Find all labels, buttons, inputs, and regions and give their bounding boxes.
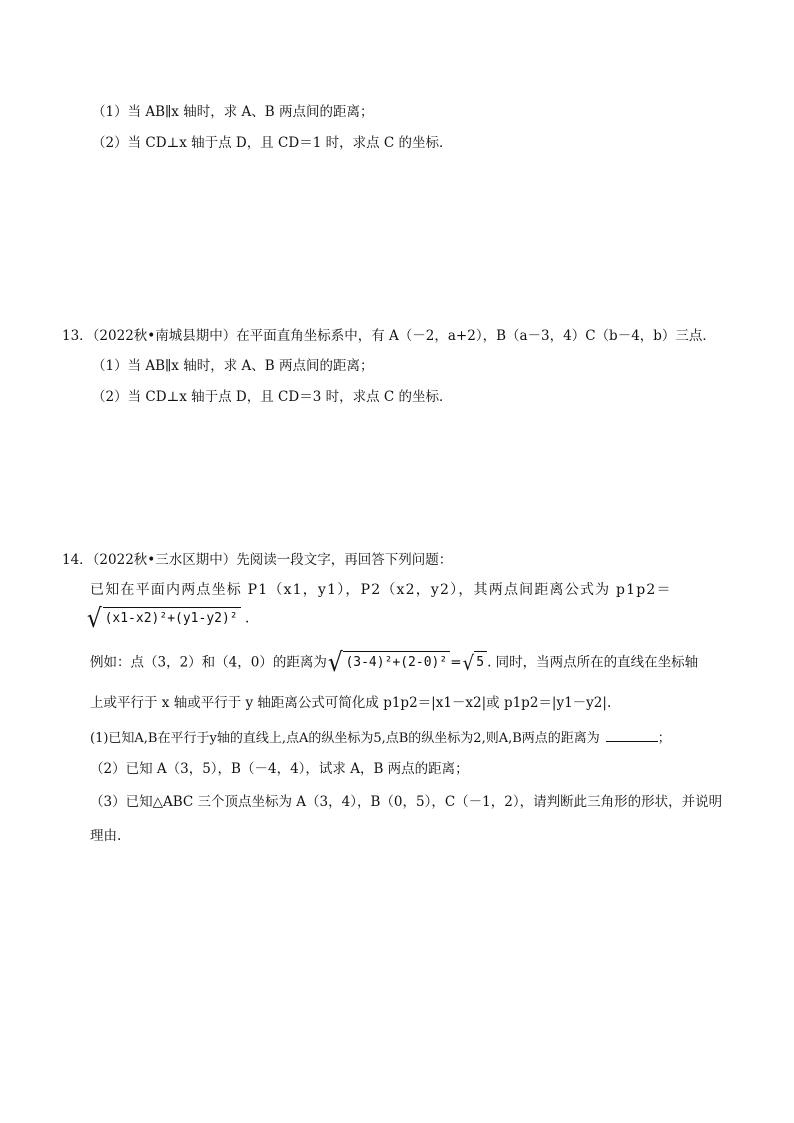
example-radicand: (3-4)²+(2-0)² <box>343 651 450 675</box>
answer-blank[interactable] <box>606 729 658 742</box>
q14-part3a: （3）已知△ABC 三个顶点坐标为 A（3，4），B（0，5），C（－1，2），请判断此三角形的形状，并说明 <box>90 794 723 810</box>
distance-formula-radicand: (x1-x2)²+(y1-y2)² <box>103 607 241 631</box>
example-post: . 同时，当两点所在的直线在坐标轴 <box>487 654 699 671</box>
radical-sign-icon: √ <box>86 604 102 634</box>
q14-example-line <box>90 648 699 678</box>
q14-formula-line <box>86 604 250 634</box>
sqrt-distance-formula <box>86 604 241 634</box>
q14-part3b: 理由. <box>90 828 122 844</box>
q13-stem: 13．（2022秋•南城县期中）在平面直角坐标系中，有 A（－2，a+2），B（a－3，4）C（b－4，b）三点． <box>62 328 716 344</box>
q14-part2: （2）已知 A（3，5），B（－4，4），试求 A，B 两点的距离； <box>90 761 469 777</box>
q14-stem: 14．（2022秋•三水区期中）先阅读一段文字，再回答下列问题： <box>62 552 453 568</box>
q13-part2: （2）当 CD⊥x 轴于点 D，且 CD＝3 时，求点 C 的坐标． <box>92 389 453 405</box>
sqrt-result <box>462 651 488 675</box>
q14-part1-end: ； <box>657 731 671 746</box>
q13-part1: （1）当 AB∥x 轴时，求 A、B 两点间的距离； <box>92 358 374 374</box>
q12-part2: （2）当 CD⊥x 轴于点 D，且 CD＝1 时，求点 C 的坐标． <box>92 135 453 151</box>
formula-period: . <box>244 610 250 627</box>
example-equals: = <box>450 654 462 671</box>
sqrt-example <box>327 648 450 678</box>
q14-para1: 已知在平面内两点坐标 P1（x1，y1），P2（x2，y2），其两点间距离公式为 p1p2＝ <box>90 582 672 598</box>
radical-sign-icon: √ <box>327 648 343 678</box>
q14-para2: 上或平行于 x 轴或平行于 y 轴距离公式可简化成 p1p2＝|x1－x2|或 p1p2＝|y1－y2|. <box>90 695 612 711</box>
q12-part1: （1）当 AB∥x 轴时，求 A、B 两点间的距离； <box>92 104 374 120</box>
radical-sign-icon: √ <box>462 651 474 675</box>
q14-part1: (1)已知A,B在平行于y轴的直线上,点A的纵坐标为5,点B的纵坐标为2,则A,B两点的距离为 <box>90 731 600 746</box>
example-result: 5 <box>474 651 487 675</box>
example-pre: 例如：点（3，2）和（4，0）的距离为 <box>90 654 327 671</box>
q14-part1-line <box>90 729 671 748</box>
